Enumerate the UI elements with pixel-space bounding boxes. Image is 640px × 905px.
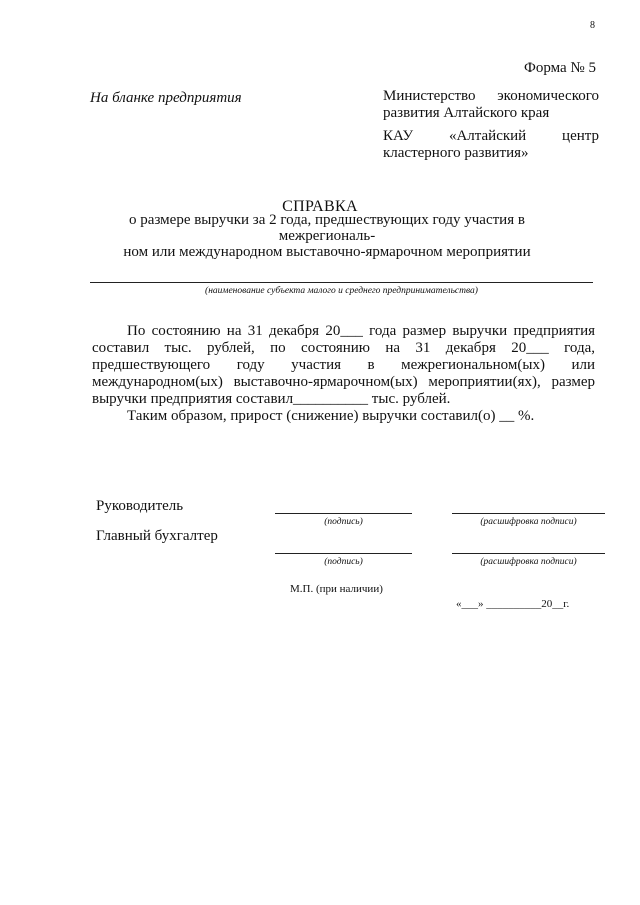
addressee-line-1: Министерство экономического (383, 88, 599, 104)
accountant-signature-field[interactable] (275, 553, 412, 554)
stamp-note: М.П. (при наличии) (290, 583, 383, 595)
page-number: 8 (590, 20, 595, 31)
addressee-line-3: КАУ «Алтайский центр (383, 128, 599, 144)
growth-paragraph: Таким образом, прирост (снижение) выручки составил(о) __ %. (127, 408, 535, 424)
head-signature-caption: (подпись) (324, 517, 363, 527)
accountant-label: Главный бухгалтер (96, 528, 218, 544)
accountant-decoding-field[interactable] (452, 553, 605, 554)
body-text (92, 323, 595, 425)
document-subtitle (92, 212, 562, 260)
head-decoding-field[interactable] (452, 513, 605, 514)
revenue-paragraph: По состоянию на 31 декабря 20___ года размер выручки предприятия составил тыс. рублей, по состоянию на 31 декабря 20___ года, предшествующего году участия в межрегиональном(ых) или международном(ых) выставочно-ярмарочном(ых) мероприятии(ях), размер выручки предприятия составил__________ тыс. рублей. (92, 323, 595, 407)
head-signature-field[interactable] (275, 513, 412, 514)
organization-name-field[interactable] (90, 282, 593, 283)
head-label: Руководитель (96, 498, 184, 514)
document-title: СПРАВКА (282, 198, 358, 215)
addressee-ministry (383, 88, 599, 122)
subtitle-line-1: о размере выручки за 2 года, предшествующих году участия в межрегиональ- (129, 212, 525, 244)
accountant-signature-caption: (подпись) (324, 557, 363, 567)
letterhead-note: На бланке предприятия (90, 90, 242, 106)
form-number: Форма № 5 (524, 60, 596, 76)
head-decoding-caption: (расшифровка подписи) (480, 517, 577, 527)
organization-caption: (наименование субъекта малого и среднего предпринимательства) (205, 286, 478, 296)
addressee-kau (383, 128, 599, 162)
addressee-line-2: развития Алтайского края (383, 105, 550, 121)
date-field[interactable]: «___» __________20__г. (456, 598, 570, 610)
subtitle-line-2: ном или международном выставочно-ярмарочном мероприятии (123, 244, 531, 260)
addressee-line-4: кластерного развития» (383, 145, 529, 161)
accountant-decoding-caption: (расшифровка подписи) (480, 557, 577, 567)
